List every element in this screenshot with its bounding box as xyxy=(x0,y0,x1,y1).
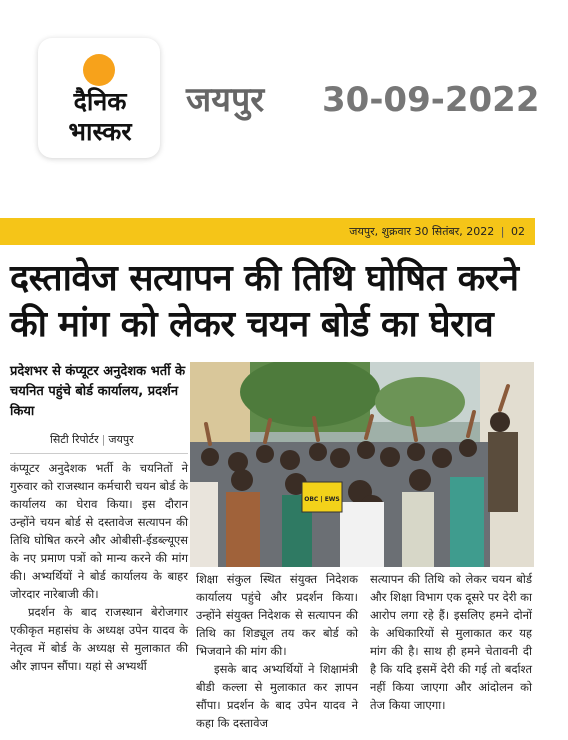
headline-line1: दस्तावेज सत्यापन की तिथि घोषित करने xyxy=(10,258,519,299)
paragraph: इसके बाद अभ्यर्थियों ने शिक्षामंत्री बीडी कल्ला से मुलाकात कर ज्ञापन सौंपा। प्रदर्शन के बाद उपेन यादव ने कहा कि दस्तावेज xyxy=(196,662,358,730)
byline: सिटी रिपोर्टर | जयपुर xyxy=(50,433,134,446)
article-column-3 xyxy=(370,570,532,714)
reporter-name: सिटी रिपोर्टर xyxy=(50,433,99,446)
page-number: 02 xyxy=(511,225,525,238)
dainik-bhaskar-logo xyxy=(38,38,160,158)
dateline: जयपुर, शुक्रवार 30 सितंबर, 2022 | 02 xyxy=(349,225,525,238)
dateline-text: जयपुर, शुक्रवार 30 सितंबर, 2022 xyxy=(349,225,495,238)
paragraph: कंप्यूटर अनुदेशक भर्ती के चयनितों ने गुरुवार को राजस्थान कर्मचारी चयन बोर्ड के कार्यालय का घेराव किया। इस दौरान उन्होंने चयन बोर्ड से दस्तावेज सत्यापन की तिथि घोषित करने और ओबीसी-ईडब्ल्यूएस के नए प्रमाण पत्रों को मान्य करने की मांग की। अभ्यर्थियों ने बोर्ड कार्यालय के बाहर जोरदार नारेबाजी की। xyxy=(10,461,188,601)
logo-text-line1: दैनिक xyxy=(73,87,127,116)
paragraph: सत्यापन की तिथि को लेकर चयन बोर्ड और शिक्षा विभाग एक दूसरे पर देरी का आरोप लगा रहे हैं। इसलिए हमने दोनों के अधिकारियों से मुलाकात कर यह मांग की है। साथ ही हमने चेतावनी दी है कि यदि इसमें देरी की गई तो बर्दाश्त नहीं किया जाएगा और आंदोलन को तेज किया जाएगा। xyxy=(370,572,532,712)
article-column-2 xyxy=(196,570,358,732)
headline xyxy=(10,256,530,348)
edition-city: जयपुर xyxy=(186,80,265,120)
subheadline: प्रदेशभर से कंप्यूटर अनुदेशक भर्ती के चयनित पहुंचे बोर्ड कार्यालय, प्रदर्शन किया xyxy=(10,364,186,419)
paragraph: प्रदर्शन के बाद राजस्थान बेरोजगार एकीकृत महासंघ के अध्यक्ष उपेन यादव के नेतृत्व में बोर्ड के अध्यक्ष से मुलाकात की और ज्ञापन सौंपा। यहां से अभ्यर्थी xyxy=(10,605,188,673)
headline-line2: की मांग को लेकर चयन बोर्ड का घेराव xyxy=(10,304,494,345)
paragraph: शिक्षा संकुल स्थित संयुक्त निदेशक कार्यालय पहुंचे और प्रदर्शन किया। उन्होंने संयुक्त निदेशक से सत्यापन की तिथि का शिड्यूल तय कर बोर्ड को भिजवाने की मांग की। xyxy=(196,572,358,658)
reporter-city: जयपुर xyxy=(108,433,134,446)
sun-icon xyxy=(83,54,115,86)
protest-photo-illustration xyxy=(190,362,534,567)
placard-text: OBC | EWS xyxy=(304,496,340,503)
edition-date: 30-09-2022 xyxy=(322,80,540,120)
page-dateline-band xyxy=(0,218,535,245)
logo-text-line2: भास्कर xyxy=(68,117,132,146)
divider xyxy=(10,453,188,454)
article-column-1 xyxy=(10,459,188,675)
protest-photo xyxy=(190,362,534,567)
